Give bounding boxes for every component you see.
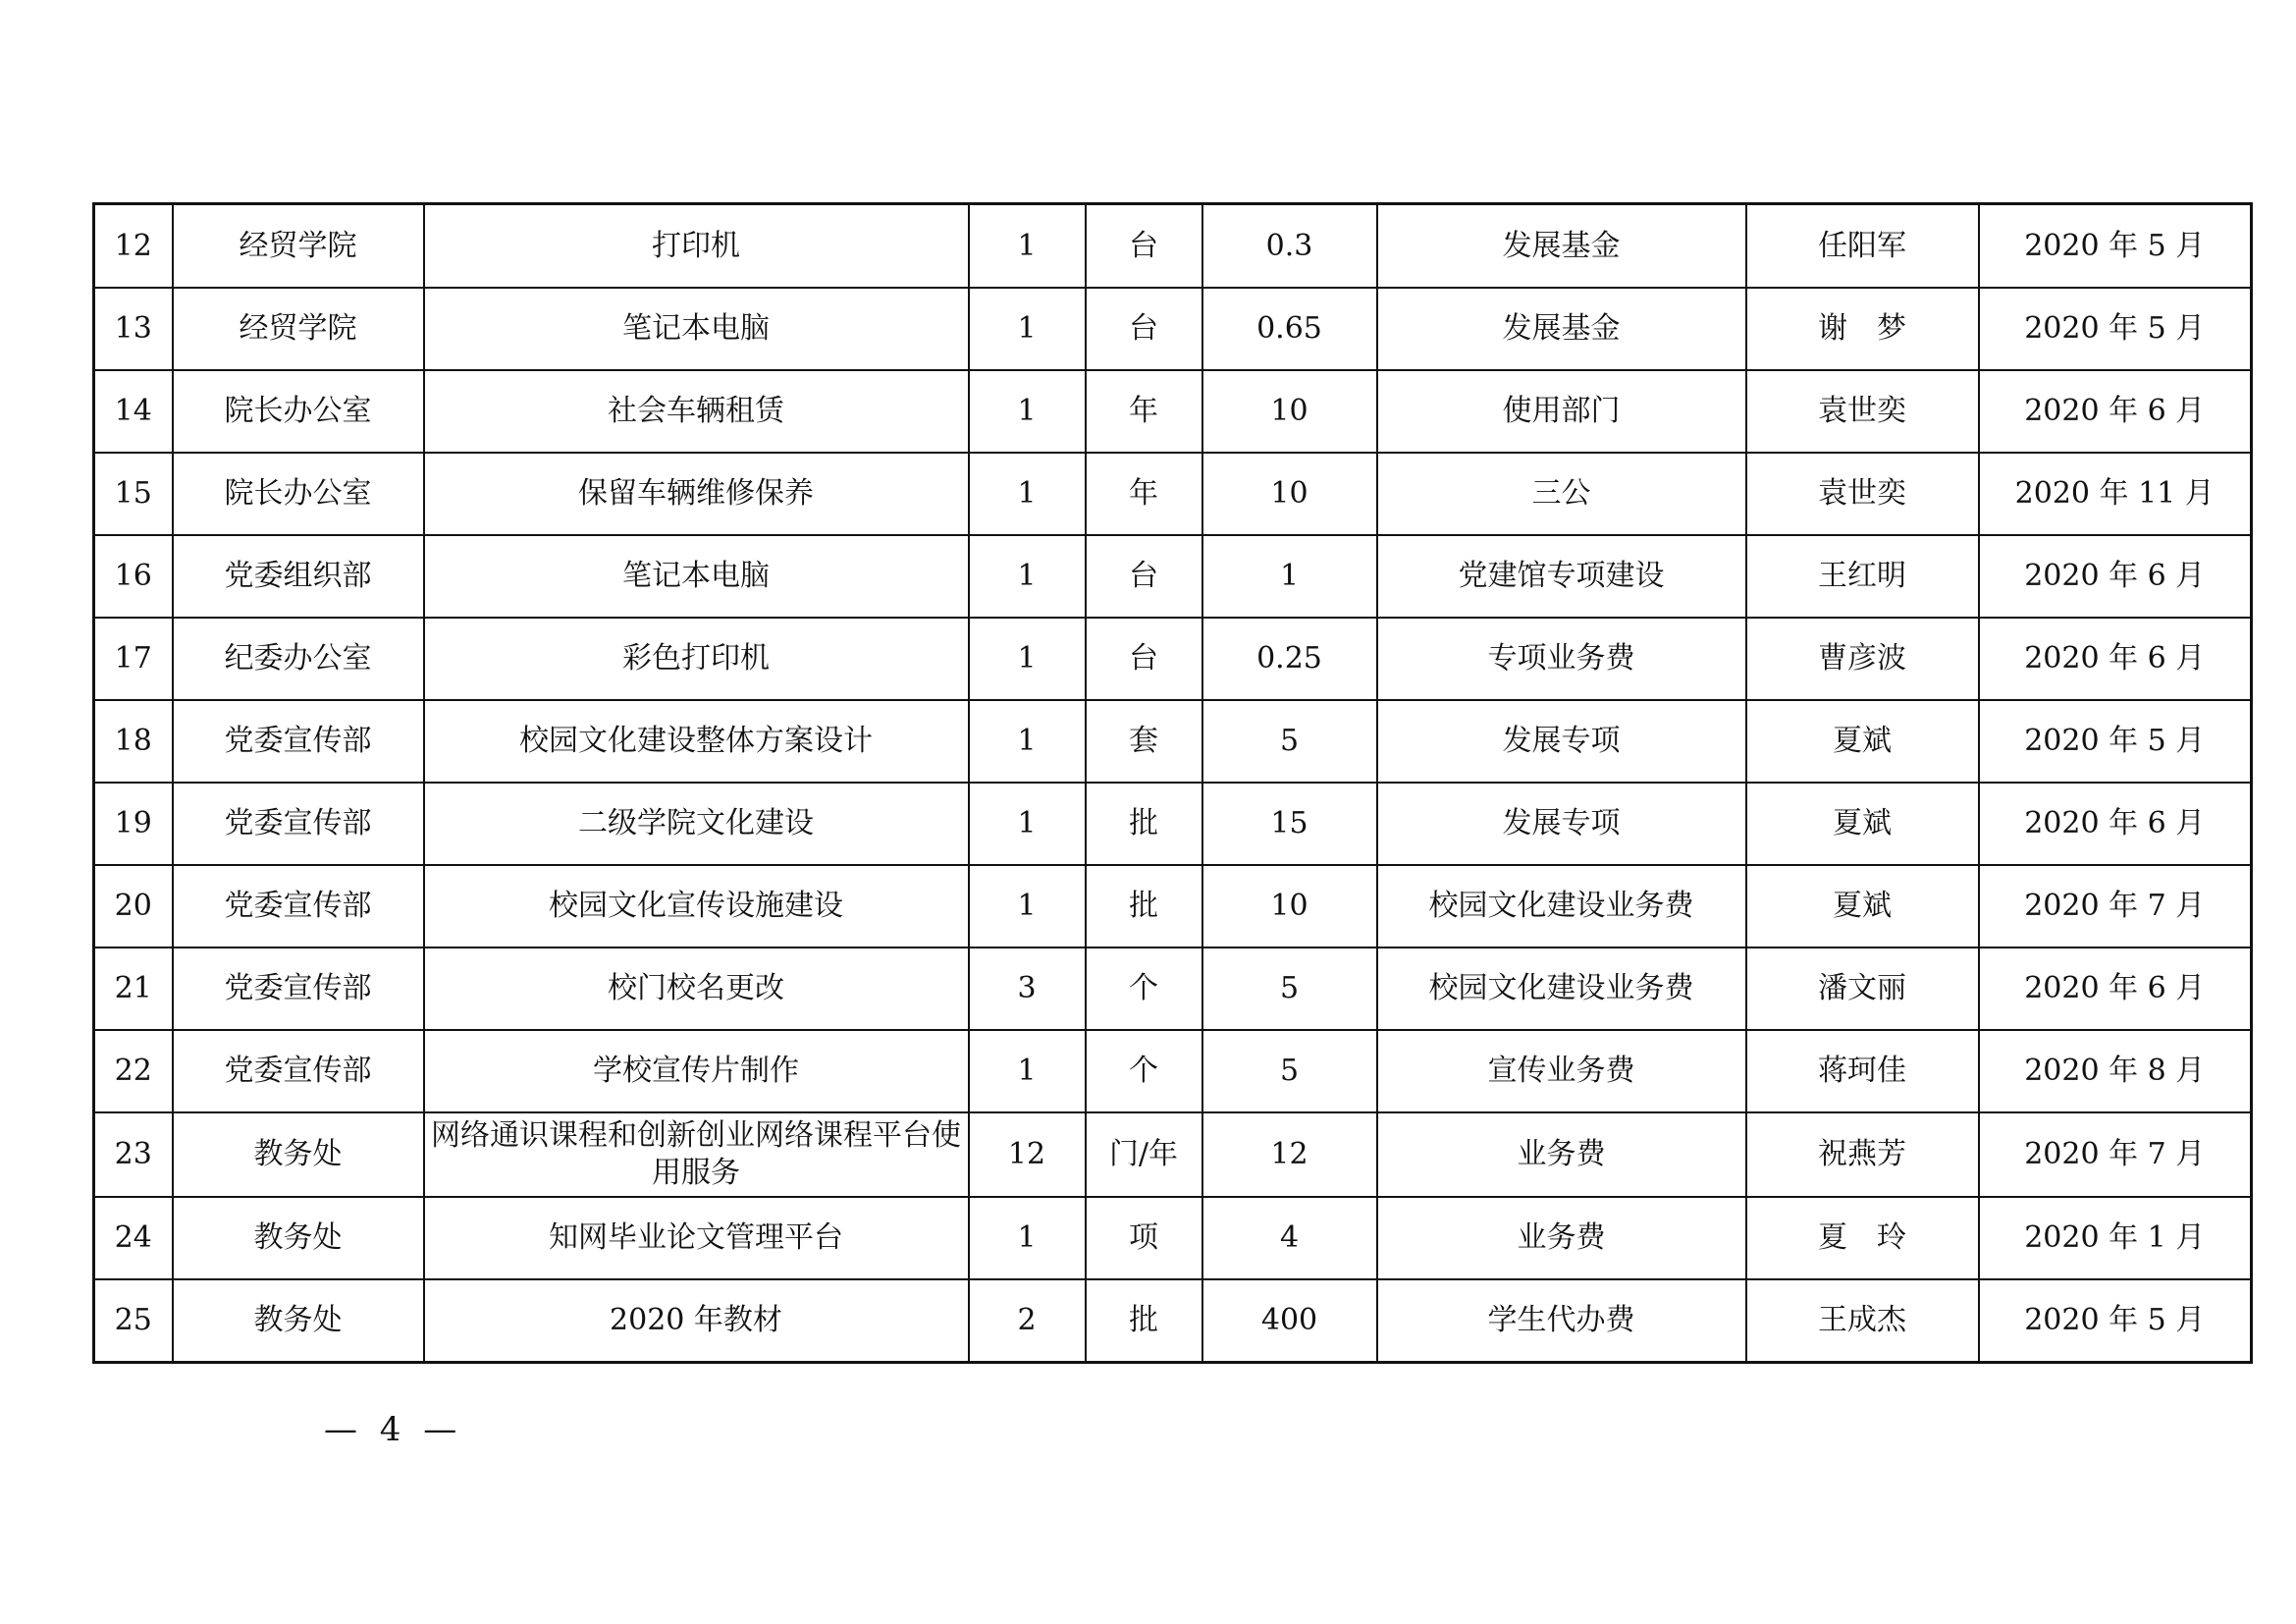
cell-date: 2020 年 11 月 — [1979, 453, 2252, 535]
cell-department: 党委宣传部 — [173, 783, 424, 865]
table-row — [94, 370, 2252, 453]
cell-quantity: 1 — [969, 453, 1086, 535]
cell-date: 2020 年 6 月 — [1979, 947, 2252, 1030]
cell-item: 学校宣传片制作 — [424, 1030, 969, 1112]
cell-fund-source: 发展专项 — [1377, 783, 1746, 865]
cell-date: 2020 年 6 月 — [1979, 370, 2252, 453]
table-row — [94, 1197, 2252, 1279]
cell-unit: 门/年 — [1086, 1112, 1202, 1197]
table-row — [94, 865, 2252, 947]
cell-item: 打印机 — [424, 204, 969, 289]
procurement-table — [92, 202, 2253, 1364]
cell-person: 曹彦波 — [1746, 618, 1979, 700]
cell-department: 经贸学院 — [173, 288, 424, 370]
cell-item: 校园文化宣传设施建设 — [424, 865, 969, 947]
cell-quantity: 12 — [969, 1112, 1086, 1197]
cell-amount: 5 — [1202, 700, 1377, 783]
cell-unit: 个 — [1086, 1030, 1202, 1112]
cell-department: 党委宣传部 — [173, 700, 424, 783]
cell-date: 2020 年 5 月 — [1979, 204, 2252, 289]
cell-item: 笔记本电脑 — [424, 288, 969, 370]
cell-amount: 0.25 — [1202, 618, 1377, 700]
table-row — [94, 700, 2252, 783]
cell-department: 党委宣传部 — [173, 1030, 424, 1112]
table-row — [94, 288, 2252, 370]
cell-amount: 12 — [1202, 1112, 1377, 1197]
cell-quantity: 1 — [969, 370, 1086, 453]
cell-no: 15 — [94, 453, 173, 535]
cell-fund-source: 发展基金 — [1377, 288, 1746, 370]
cell-quantity: 1 — [969, 783, 1086, 865]
cell-no: 18 — [94, 700, 173, 783]
cell-no: 12 — [94, 204, 173, 289]
cell-person: 潘文丽 — [1746, 947, 1979, 1030]
cell-item: 二级学院文化建设 — [424, 783, 969, 865]
cell-department: 教务处 — [173, 1112, 424, 1197]
cell-date: 2020 年 5 月 — [1979, 700, 2252, 783]
cell-department: 党委组织部 — [173, 535, 424, 618]
cell-amount: 5 — [1202, 947, 1377, 1030]
cell-department: 教务处 — [173, 1197, 424, 1279]
cell-date: 2020 年 7 月 — [1979, 865, 2252, 947]
table-body — [94, 204, 2252, 1363]
page-number: — 4 — — [324, 1410, 463, 1449]
cell-quantity: 3 — [969, 947, 1086, 1030]
cell-no: 24 — [94, 1197, 173, 1279]
cell-item: 笔记本电脑 — [424, 535, 969, 618]
cell-quantity: 1 — [969, 204, 1086, 289]
cell-item: 校门校名更改 — [424, 947, 969, 1030]
cell-date: 2020 年 6 月 — [1979, 783, 2252, 865]
table-row — [94, 535, 2252, 618]
cell-fund-source: 校园文化建设业务费 — [1377, 947, 1746, 1030]
cell-item: 社会车辆租赁 — [424, 370, 969, 453]
cell-item: 彩色打印机 — [424, 618, 969, 700]
cell-no: 14 — [94, 370, 173, 453]
cell-unit: 批 — [1086, 865, 1202, 947]
cell-item: 网络通识课程和创新创业网络课程平台使用服务 — [424, 1112, 969, 1197]
cell-amount: 10 — [1202, 453, 1377, 535]
table-row — [94, 1279, 2252, 1363]
cell-person: 谢 梦 — [1746, 288, 1979, 370]
cell-unit: 年 — [1086, 370, 1202, 453]
cell-date: 2020 年 8 月 — [1979, 1030, 2252, 1112]
cell-amount: 5 — [1202, 1030, 1377, 1112]
cell-unit: 批 — [1086, 1279, 1202, 1363]
cell-fund-source: 学生代办费 — [1377, 1279, 1746, 1363]
cell-quantity: 1 — [969, 288, 1086, 370]
cell-person: 夏斌 — [1746, 700, 1979, 783]
cell-amount: 0.65 — [1202, 288, 1377, 370]
cell-fund-source: 发展基金 — [1377, 204, 1746, 289]
cell-fund-source: 专项业务费 — [1377, 618, 1746, 700]
cell-unit: 套 — [1086, 700, 1202, 783]
cell-amount: 1 — [1202, 535, 1377, 618]
table-row — [94, 1112, 2252, 1197]
cell-amount: 10 — [1202, 865, 1377, 947]
cell-department: 党委宣传部 — [173, 865, 424, 947]
cell-person: 夏斌 — [1746, 865, 1979, 947]
cell-unit: 台 — [1086, 618, 1202, 700]
cell-quantity: 2 — [969, 1279, 1086, 1363]
cell-date: 2020 年 5 月 — [1979, 288, 2252, 370]
cell-amount: 400 — [1202, 1279, 1377, 1363]
cell-department: 教务处 — [173, 1279, 424, 1363]
cell-no: 19 — [94, 783, 173, 865]
table-row — [94, 1030, 2252, 1112]
cell-unit: 项 — [1086, 1197, 1202, 1279]
cell-no: 17 — [94, 618, 173, 700]
cell-department: 院长办公室 — [173, 453, 424, 535]
cell-unit: 台 — [1086, 288, 1202, 370]
cell-department: 党委宣传部 — [173, 947, 424, 1030]
cell-fund-source: 三公 — [1377, 453, 1746, 535]
cell-quantity: 1 — [969, 535, 1086, 618]
cell-person: 王成杰 — [1746, 1279, 1979, 1363]
cell-amount: 4 — [1202, 1197, 1377, 1279]
cell-person: 祝燕芳 — [1746, 1112, 1979, 1197]
cell-no: 23 — [94, 1112, 173, 1197]
cell-amount: 10 — [1202, 370, 1377, 453]
cell-quantity: 1 — [969, 865, 1086, 947]
cell-unit: 台 — [1086, 204, 1202, 289]
cell-date: 2020 年 5 月 — [1979, 1279, 2252, 1363]
cell-amount: 15 — [1202, 783, 1377, 865]
cell-unit: 批 — [1086, 783, 1202, 865]
cell-department: 院长办公室 — [173, 370, 424, 453]
cell-date: 2020 年 1 月 — [1979, 1197, 2252, 1279]
cell-department: 纪委办公室 — [173, 618, 424, 700]
cell-date: 2020 年 6 月 — [1979, 535, 2252, 618]
cell-department: 经贸学院 — [173, 204, 424, 289]
cell-fund-source: 发展专项 — [1377, 700, 1746, 783]
cell-unit: 个 — [1086, 947, 1202, 1030]
cell-fund-source: 宣传业务费 — [1377, 1030, 1746, 1112]
cell-person: 夏 玲 — [1746, 1197, 1979, 1279]
cell-quantity: 1 — [969, 1030, 1086, 1112]
table-row — [94, 947, 2252, 1030]
cell-no: 13 — [94, 288, 173, 370]
cell-fund-source: 业务费 — [1377, 1112, 1746, 1197]
cell-person: 袁世奕 — [1746, 453, 1979, 535]
cell-fund-source: 党建馆专项建设 — [1377, 535, 1746, 618]
cell-item: 保留车辆维修保养 — [424, 453, 969, 535]
cell-fund-source: 使用部门 — [1377, 370, 1746, 453]
cell-no: 20 — [94, 865, 173, 947]
cell-quantity: 1 — [969, 618, 1086, 700]
cell-no: 21 — [94, 947, 173, 1030]
cell-item: 2020 年教材 — [424, 1279, 969, 1363]
cell-unit: 台 — [1086, 535, 1202, 618]
cell-quantity: 1 — [969, 1197, 1086, 1279]
cell-person: 王红明 — [1746, 535, 1979, 618]
cell-person: 任阳军 — [1746, 204, 1979, 289]
cell-no: 16 — [94, 535, 173, 618]
cell-person: 袁世奕 — [1746, 370, 1979, 453]
cell-fund-source: 业务费 — [1377, 1197, 1746, 1279]
cell-date: 2020 年 7 月 — [1979, 1112, 2252, 1197]
table-row — [94, 783, 2252, 865]
table-row — [94, 453, 2252, 535]
cell-item: 知网毕业论文管理平台 — [424, 1197, 969, 1279]
cell-person: 夏斌 — [1746, 783, 1979, 865]
table-row — [94, 618, 2252, 700]
cell-no: 25 — [94, 1279, 173, 1363]
cell-date: 2020 年 6 月 — [1979, 618, 2252, 700]
cell-fund-source: 校园文化建设业务费 — [1377, 865, 1746, 947]
cell-person: 蒋珂佳 — [1746, 1030, 1979, 1112]
cell-quantity: 1 — [969, 700, 1086, 783]
table-row — [94, 204, 2252, 289]
cell-unit: 年 — [1086, 453, 1202, 535]
cell-item: 校园文化建设整体方案设计 — [424, 700, 969, 783]
cell-amount: 0.3 — [1202, 204, 1377, 289]
cell-no: 22 — [94, 1030, 173, 1112]
